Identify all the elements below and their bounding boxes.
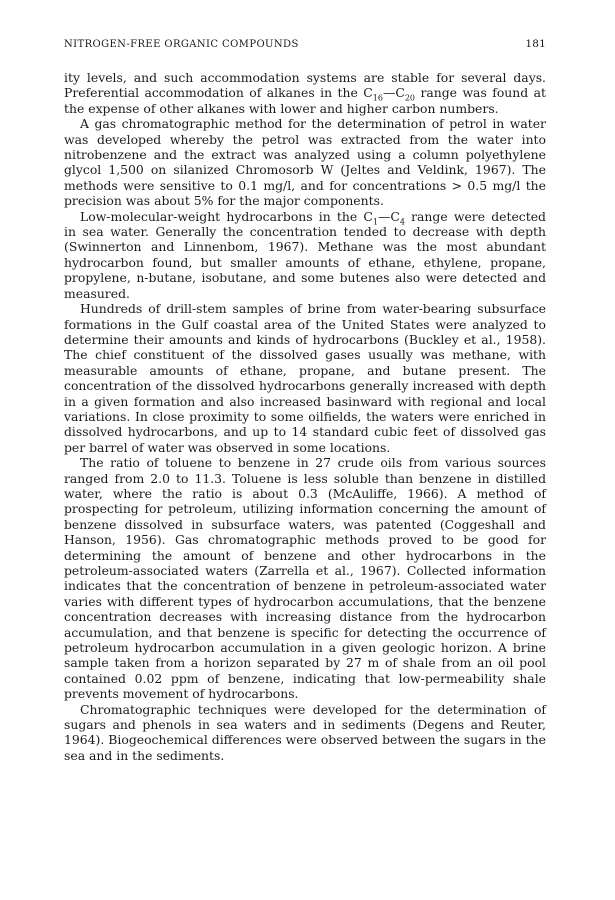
page-number: 181 — [525, 38, 546, 50]
text-run: Chromatographic techniques were developed for the determination of sugars and phenols in sea waters and in sediments (Degens and Reuter, 1964). Biogeochemical differences were observed between the sugars in the sea and in the sediments. — [64, 701, 546, 763]
subscript: 16 — [372, 93, 383, 103]
running-head — [64, 38, 546, 54]
text-run: —C — [382, 85, 405, 101]
paragraph — [64, 702, 546, 764]
body-text — [64, 70, 546, 763]
text-run: Low-molecular-weight hydrocarbons in the C — [80, 208, 373, 224]
subscript: 4 — [399, 217, 405, 227]
text-run: range were detected in sea water. Generally the concentration tended to decrease with depth (Swinnerton and Linnenbom, 1967). Methane was the most abundant hydrocarbon found, but smaller amounts of ethane, ethylene, propane, propylene, n-butane, isobutane, and some butenes also were detected and measured. — [64, 208, 546, 301]
paragraph — [64, 209, 546, 301]
subscript: 20 — [404, 93, 416, 103]
page — [64, 38, 546, 763]
text-run: The ratio of toluene to benzene in 27 crude oils from various sources ranged from 2.0 to 11.3. Toluene is less soluble than benzene in distilled water, where the ratio is about 0.3 (McAuliffe, 1966). A method of prospecting for petroleum, utilizing information concerning the amount of benzene dissolved in subsurface waters, was patented (Coggeshall and Hanson, 1956). Gas chromatographic methods proved to be good for determining the amount of benzene and other hydrocarbons in the petroleum-associated waters (Zarrella et al., 1967). Collected information indicates that the concentration of benzene in petroleum-associated water varies with different types of hydrocarbon accumulations, that the benzene concentration decreases with increasing distance from the hydrocarbon accumulation, and that benzene is specific for detecting the occurrence of petroleum hydrocarbon accumulation in a given geologic horizon. A brine sample taken from a horizon separated by 27 m of shale from an oil pool contained 0.02 ppm of benzene, indicating that low-permeability shale prevents movement of hydrocarbons. — [64, 455, 546, 702]
subscript: 1 — [372, 217, 378, 227]
text-run: A gas chromatographic method for the determination of petrol in water was developed whereby the petrol was extracted from the water into nitrobenzene and the extract was analyzed using a column polyethylene glycol 1,500 on silanized Chromosorb W (Jeltes and Veldink, 1967). The methods were sensitive to 0.1 mg/l, and for concentrations > 0.5 mg/l the precision was about 5% for the major components. — [64, 116, 546, 209]
text-run: Hundreds of drill-stem samples of brine from water-bearing subsurface formations in the Gulf coastal area of the United States were analyzed to determine their amounts and kinds of hydrocarbons (Buckley et al., 1958). The chief constituent of the dissolved gases usually was methane, with measurable amounts of ethane, propane, and butane present. The concentration of the dissolved hydrocarbons generally increased with depth in a given formation and also increased basinward with regional and local variations. In close proximity to some oilfields, the waters were enriched in dissolved hydrocarbons, and up to 14 standard cubic feet of dissolved gas per barrel of water was observed in some locations. — [64, 301, 546, 455]
running-title: NITROGEN-FREE ORGANIC COMPOUNDS — [64, 39, 299, 50]
text-run: ity levels, and such accommodation systems are stable for several days. Preferential accommodation of alkanes in the C — [64, 70, 546, 101]
paragraph — [64, 455, 546, 702]
text-run: —C — [377, 208, 400, 224]
paragraph — [64, 116, 546, 208]
paragraph — [64, 301, 546, 455]
text-run: range was found at the expense of other alkanes with lower and higher carbon numbers. — [64, 85, 546, 116]
paragraph — [64, 70, 546, 116]
